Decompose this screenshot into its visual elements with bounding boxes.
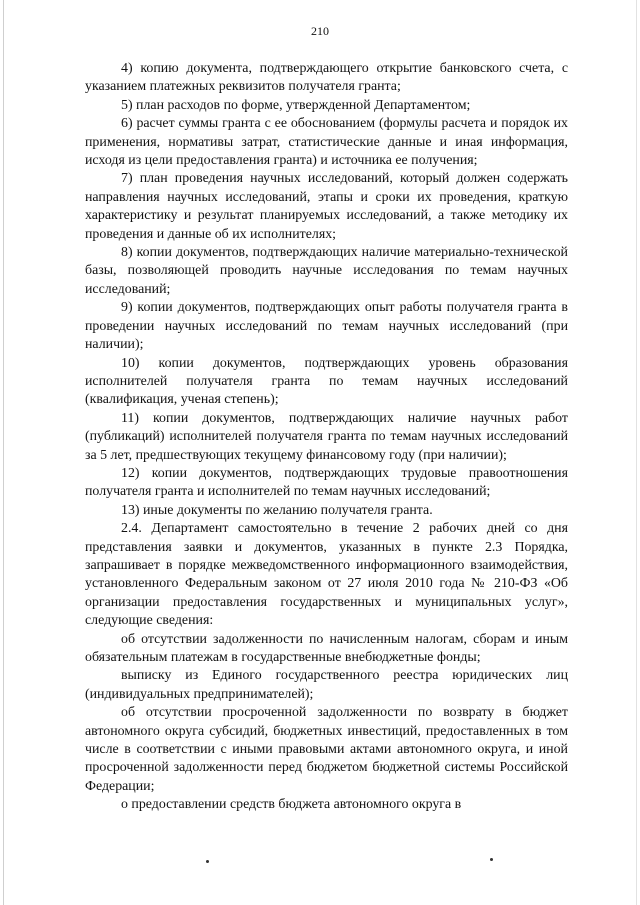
scan-dot (206, 860, 209, 863)
paragraph-item-7: 7) план проведения научных исследований, который должен содержать направления научных исследований, этапы и сроки их проведения, краткую характеристику и результат планируемых исследований, а также методику их проведения и данные об их исполнителях; (85, 171, 568, 242)
paragraph-item-8: 8) копии документов, подтверждающих наличие материально-технической базы, позволяющей проводить научные исследования по темам научных исследований; (85, 245, 568, 297)
scan-edge-left (3, 0, 4, 905)
paragraph-item-5: 5) план расходов по форме, утвержденной Департаментом; (121, 97, 471, 113)
paragraph-item-11: 11) копии документов, подтверждающих наличие научных работ (публикаций) исполнителей получателя гранта по темам научных исследований за 5 лет, предшествующих текущему финансовому году (при наличии); (85, 410, 568, 463)
paragraph-item-6: 6) расчет суммы гранта с ее обоснованием (формулы расчета и порядок их применения, нормативы затрат, статистические данные и иная информация, исходя из цели предоставления гранта) и источника ее получения; (85, 116, 568, 169)
info-item-tax-debt: об отсутствии задолженности по начисленным налогам, сборам и иным обязательным платежам в государственные внебюджетные фонды; (85, 631, 568, 665)
info-item-overdue-debt: об отсутствии просроченной задолженности по возврату в бюджет автономного округа субсидий, бюджетных инвестиций, предоставленных в том числе в соответствии с иными правовыми актами автономного округа, и иной просроченной задолженности перед бюджетом бюджетной системы Российской Федерации; (85, 705, 568, 794)
paragraph-item-12: 12) копии документов, подтверждающих трудовые правоотношения получателя гранта и исполнителей по темам научных исследований; (85, 465, 568, 500)
info-item-registry-extract: выписку из Единого государственного реестра юридических лиц (индивидуальных предпринимателей); (85, 668, 568, 702)
paragraph-item-9: 9) копии документов, подтверждающих опыт работы получателя гранта в проведении научных исследований по темам научных исследований (при наличии); (85, 300, 568, 353)
section-2-4-paragraph: 2.4. Департамент самостоятельно в течение 2 рабочих дней со дня представления заявки и документов, указанных в пункте 2.3 Порядка, запрашивает в порядке межведомственного информационного взаимодействия, установленного Федеральным законом от 27 июля 2010 года № 210-ФЗ «Об организации предоставления государственных и муниципальных услуг», следующие сведения: (85, 521, 568, 629)
scan-dot (490, 858, 493, 861)
paragraph-item-4: 4) копию документа, подтверждающего открытие банковского счета, с указанием платежных реквизитов получателя гранта; (85, 61, 568, 95)
page-number: 210 (311, 24, 329, 38)
info-item-budget-funds: о предоставлении средств бюджета автономного округа в (121, 797, 462, 813)
paragraph-item-10: 10) копии документов, подтверждающих уровень образования исполнителей получателя гранта по темам научных исследований (квалификация, ученая степень); (85, 355, 568, 408)
paragraph-item-13: 13) иные документы по желанию получателя гранта. (121, 502, 433, 518)
scan-edge-right (636, 0, 637, 905)
document-body (85, 60, 568, 815)
